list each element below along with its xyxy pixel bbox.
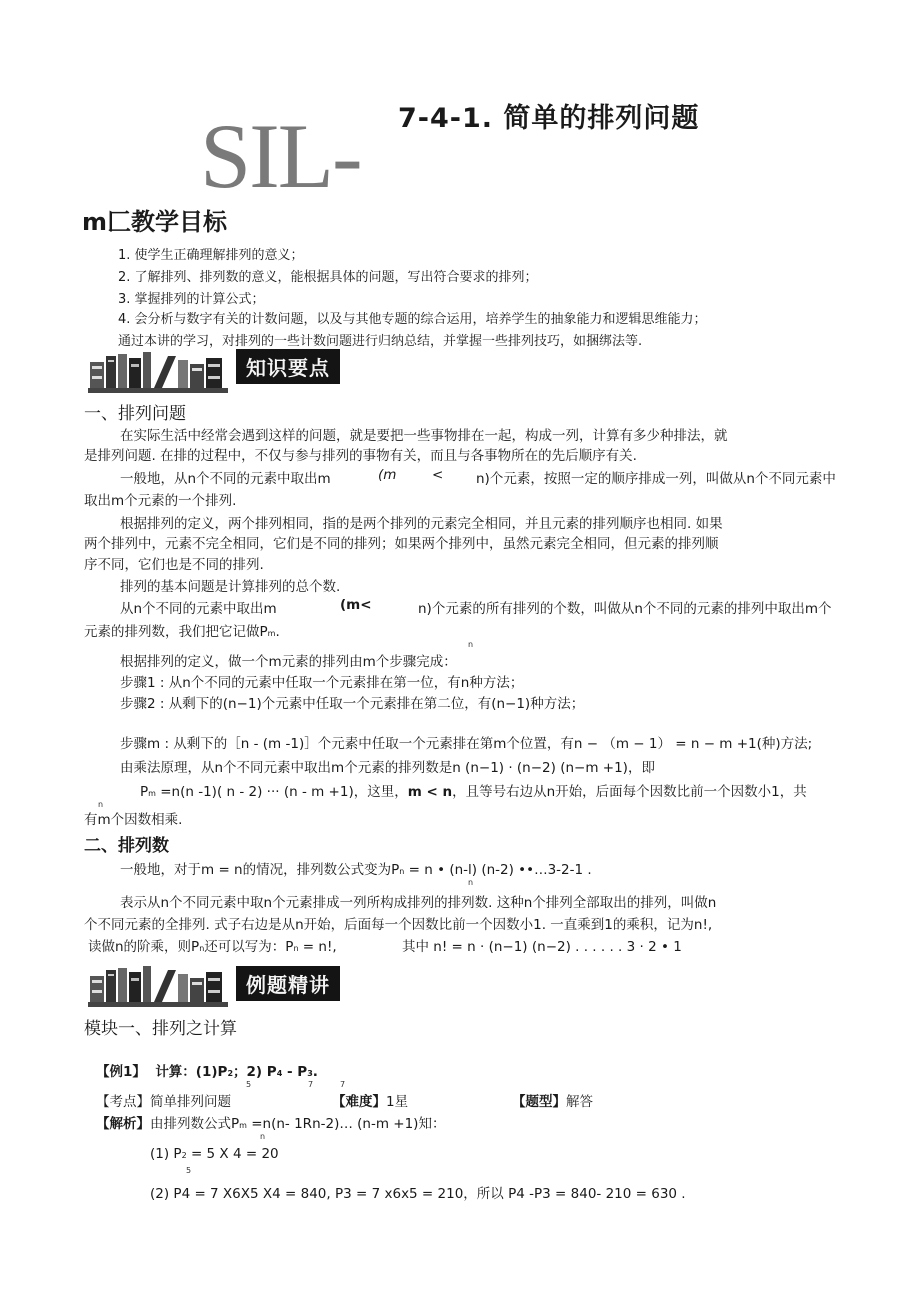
subscript-note: 5	[246, 1080, 252, 1089]
paragraph-line: 一般地，从n个不同的元素中取出m	[120, 471, 331, 487]
goal-item: 3. 掌握排列的计算公式；	[118, 292, 265, 307]
section-banner-knowledge: 知识要点	[236, 349, 340, 384]
inline-math: <	[432, 467, 444, 483]
paragraph-line: 在实际生活中经常会遇到这样的问题，就是要把一些事物排在一起，构成一列，计算有多少种排法，就	[120, 428, 728, 444]
inline-math: (m<	[340, 597, 372, 613]
superscript-note: n	[468, 640, 474, 649]
step-line: 步骤2 : 从剩下的(n−1)个元素中任取一个元素排在第二位，有(n−1)种方法；	[120, 696, 585, 712]
difficulty: 【难度】1星	[332, 1094, 409, 1110]
goals-heading: m匚教学目标	[82, 208, 228, 236]
paragraph-line: 取出m个元素的一个排列.	[84, 493, 237, 509]
paragraph-line: 由乘法原理，从n个不同元素中取出m个元素的排列数是n (n−1) · (n−2) (n−m +1)，即	[120, 760, 655, 776]
section-banner-examples: 例题精讲	[236, 966, 340, 1001]
bookshelf-icon	[88, 350, 228, 394]
exam-point: 【考点】简单排列问题	[96, 1094, 231, 1110]
subscript-note: 7	[308, 1080, 314, 1089]
paragraph-line: 一般地，对于m = n的情况，排列数公式变为Pn = n • (n-l) (n-2) ••…3-2-1 .	[120, 862, 592, 878]
paragraph-line: 序不同，它们也是不同的排列.	[84, 557, 264, 573]
paragraph-line: 读做n的阶乘，则Pn还可以写为：Pn = n!,	[88, 939, 337, 955]
paragraph-line: 排列的基本问题是计算排列的总个数.	[120, 579, 341, 595]
paragraph-line: 是排列问题. 在排的过程中，不仅与参与排列的事物有关，而且与各事物所在的先后顺序有关.	[84, 448, 637, 464]
watermark-text: SIL-	[200, 105, 361, 207]
step-line: 步骤1 : 从n个不同的元素中任取一个元素排在第一位，有n种方法；	[120, 675, 524, 691]
analysis-line: 【解析】由排列数公式Pm =n(n- 1Rn-2)… (n-m +1)知：	[96, 1116, 446, 1132]
solution-line: (1) P2 = 5 X 4 = 20	[150, 1146, 279, 1162]
paragraph-line: 有m个因数相乘.	[84, 812, 183, 828]
subscript-note: 7	[340, 1080, 346, 1089]
solution-line: (2) P4 = 7 X6X5 X4 = 840, P3 = 7 x6x5 = 210，所以 P4 -P3 = 840- 210 = 630 .	[150, 1186, 686, 1202]
paragraph-line: 其中 n! = n · (n−1) (n−2) . . . . . . 3 · 2 • 1	[402, 939, 682, 955]
paragraph-line: n)个元素的所有排列的个数，叫做从n个不同的元素的排列中取出m个	[418, 601, 832, 617]
paragraph-line: 根据排列的定义，做一个m元素的排列由m个步骤完成：	[120, 654, 457, 670]
paragraph-line: 表示从n个不同元素中取n个元素排成一列所构成排列的排列数. 这种n个排列全部取出的排列，叫做n	[120, 895, 717, 911]
paragraph-line: 元素的排列数，我们把它记做Pm.	[84, 624, 280, 640]
subscript-note: 5	[186, 1166, 192, 1175]
superscript-note: n	[468, 878, 474, 887]
bookshelf-icon	[88, 964, 228, 1008]
paragraph-line: n)个元素，按照一定的顺序排成一列，叫做从n个不同元素中	[476, 471, 836, 487]
superscript-note: n	[98, 800, 104, 809]
paragraph-line: 根据排列的定义，两个排列相同，指的是两个排列的元素完全相同，并且元素的排列顺序也相同. 如果	[120, 516, 723, 532]
module-heading: 模块一、排列之计算	[84, 1019, 237, 1039]
superscript-note: n	[260, 1132, 266, 1141]
goal-summary: 通过本讲的学习，对排列的一些计数问题进行归纳总结，并掌握一些排列技巧，如捆绑法等.	[118, 334, 643, 349]
question-type: 【题型】解答	[512, 1094, 593, 1110]
page-title: 7-4-1. 简单的排列问题	[398, 103, 700, 134]
formula-line: Pm =n(n -1)( n - 2) ··· (n - m +1)，这里，m < n，且等号右边从n开始，后面每个因数比前一个因数小1，共	[140, 784, 807, 800]
paragraph-line: 个不同元素的全排列. 式子右边是从n开始，后面每一个因数比前一个因数小1. 一直乘到1的乘积，记为n!,	[84, 917, 713, 933]
section-heading: 二、排列数	[84, 836, 169, 856]
step-line: 步骤m : 从剩下的［n - (m -1)］个元素中任取一个元素排在第m个位置，有n − （m − 1） = n − m +1(种)方法;	[120, 736, 813, 752]
goal-item: 1. 使学生正确理解排列的意义；	[118, 248, 304, 263]
example-line: 【例1】 计算：(1)P2；2) P4 - P3.	[96, 1064, 318, 1080]
goal-item: 2. 了解排列、排列数的意义，能根据具体的问题，写出符合要求的排列；	[118, 270, 538, 285]
paragraph-line: 两个排列中，元素不完全相同，它们是不同的排列；如果两个排列中，虽然元素完全相同，但元素的排列顺	[84, 536, 719, 552]
goal-item: 4. 会分析与数字有关的计数问题，以及与其他专题的综合运用，培养学生的抽象能力和逻辑思维能力；	[118, 312, 707, 327]
paragraph-line: 从n个不同的元素中取出m	[120, 601, 277, 617]
inline-math: (m	[378, 467, 397, 483]
section-heading: 一、排列问题	[84, 404, 186, 424]
